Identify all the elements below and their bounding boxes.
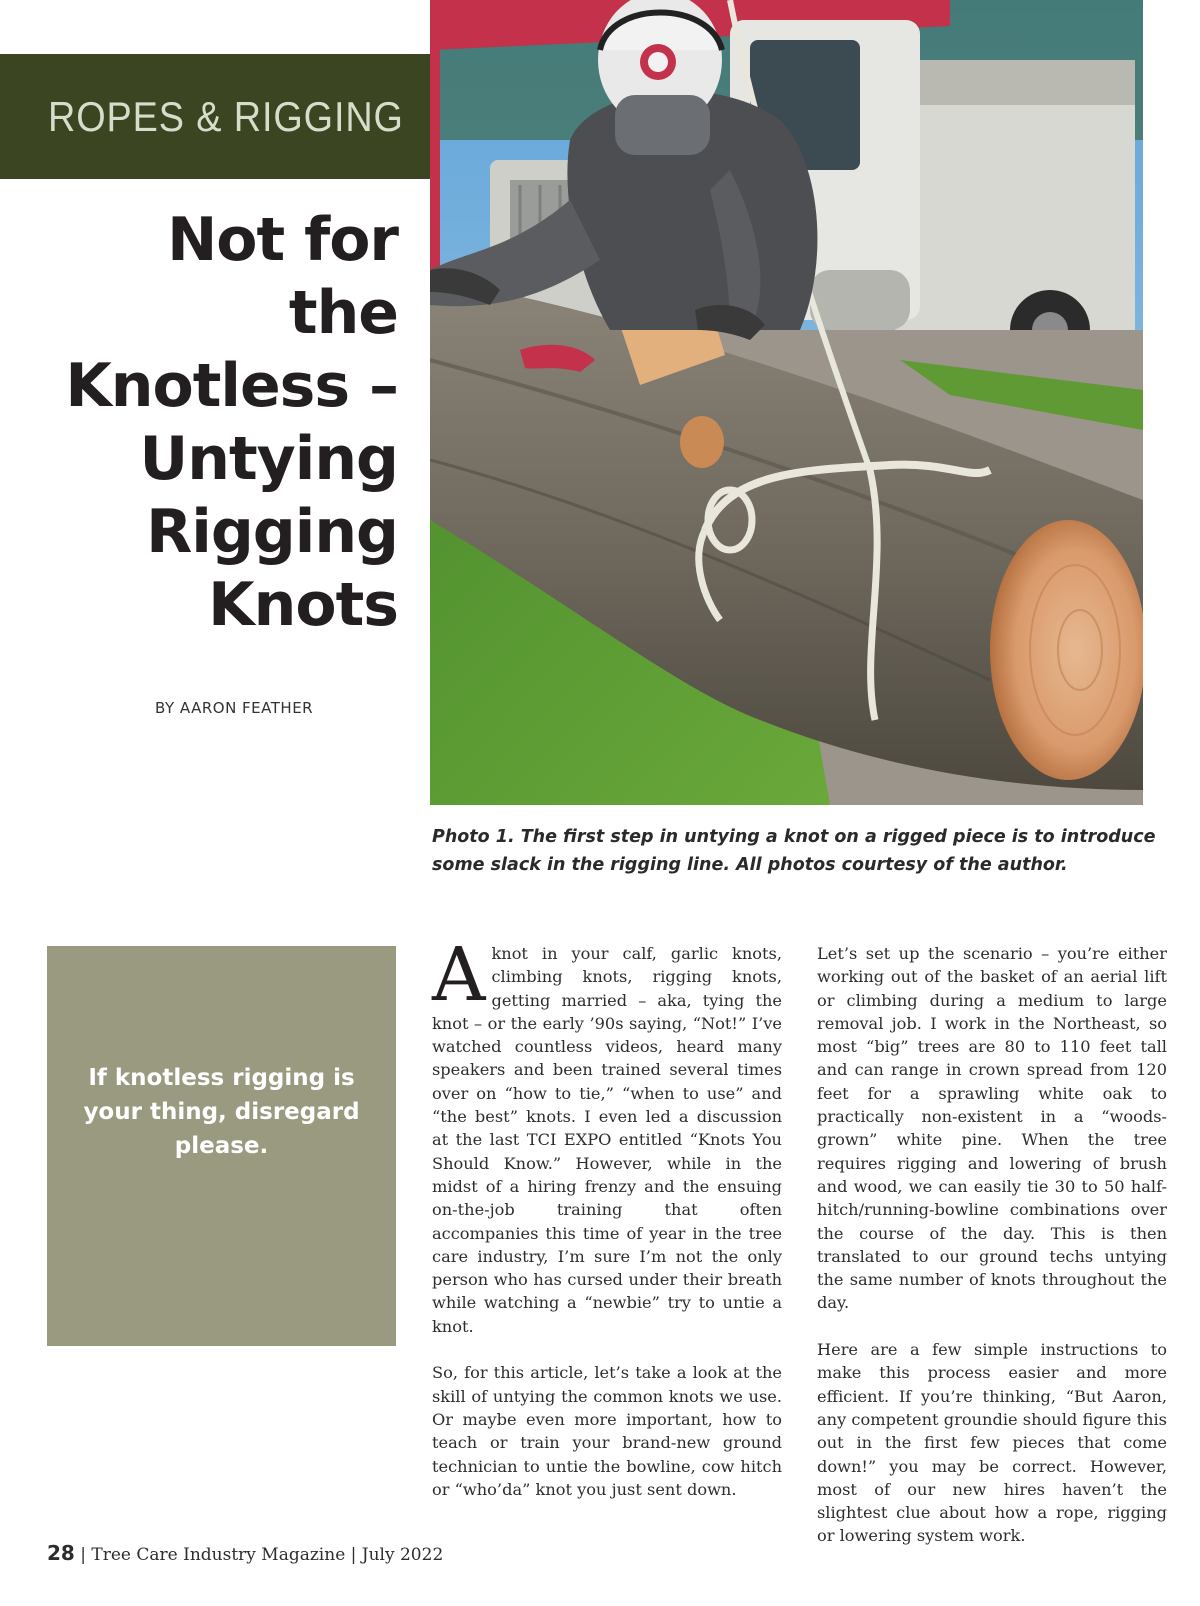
pull-quote	[47, 946, 396, 1346]
article-title: Not for the Knotless – Untying Rigging Knots	[65, 205, 398, 640]
byline: BY AARON FEATHER	[155, 699, 314, 717]
article-photo	[430, 0, 1143, 805]
page-number: 28	[47, 1541, 75, 1565]
body-paragraph: Here are a few simple instructions to make this process easier and more efficient. If you’re thinking, “But Aaron, any competent groundie should figure this out in the first few pieces that come down!” you may be correct. However, most of our new hires haven’t the slightest clue about how a rope, rigging or lowering system work.	[817, 1340, 1167, 1546]
body-paragraph	[432, 932, 782, 1338]
page-footer	[47, 1541, 443, 1565]
body-paragraph: Let’s set up the scenario – you’re either working out of the basket of an aerial lift or climbing during a medium to large removal job. I work in the Northeast, so most “big” trees are 80 to 110 feet tall and can range in crown spread from 120 feet for a sprawling white oak to practically non-existent in a “woods-grown” white pine. When the tree requires rigging and lowering of brush and wood, we can easily tie 30 to 50 half-hitch/running-bowline combinations over the course of the day. This is then translated to our ground techs untying the same number of knots throughout the day.	[817, 944, 1167, 1313]
drop-cap: A	[432, 932, 486, 1018]
photo-caption: Photo 1. The first step in untying a knot on a rigged piece is to introduce some slack in the rigging line. All photos courtesy of the author.	[432, 827, 1156, 875]
body-paragraph: So, for this article, let’s take a look at the skill of untying the common knots we use. Or maybe even more important, how to teach or train your brand-new ground technician to untie the bowline, cow hitch or “who’da” knot you just sent down.	[432, 1363, 782, 1499]
section-label: ROPES & RIGGING	[48, 92, 404, 140]
publication-info: | Tree Care Industry Magazine | July 2022	[74, 1545, 444, 1565]
body-column-2	[817, 942, 1167, 1571]
body-column-1	[432, 932, 782, 1524]
tree-removal-photo-illustration	[430, 0, 1143, 805]
body-paragraph-text: knot in your calf, garlic knots, climbing knots, rigging knots, getting married – aka, tying the knot – or the early ’90s saying, “Not!” I’ve watched countless videos, heard many speakers and been trained several times over on “how to tie,” “when to use” and “the best” knots. I even led a discussion at the last TCI EXPO entitled “Knots You Should Know.” However, while in the midst of a hiring frenzy and the ensuing on-the-job training that often accompanies this time of year in the tree care industry, I’m sure I’m not the only person who has cursed under their breath while watching a “newbie” try to untie a knot.	[432, 944, 782, 1336]
pull-quote-text: If knotless rigging is your thing, disregard please.	[83, 1065, 360, 1159]
